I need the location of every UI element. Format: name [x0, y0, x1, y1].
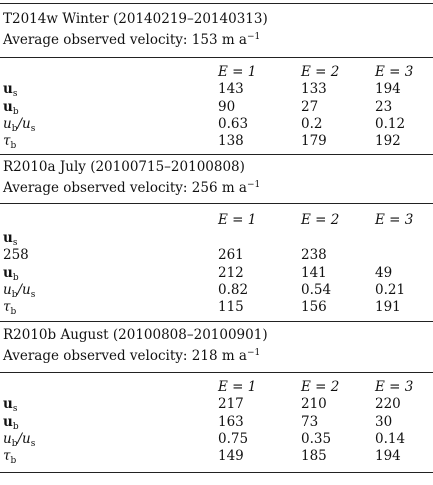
row-label: $u_b/u_s$ [3, 431, 36, 449]
table-cell: 163 [218, 414, 244, 430]
table-cell: 0.63 [218, 116, 249, 132]
table-cell: 192 [375, 133, 401, 149]
column-header: E = 2 [301, 64, 340, 80]
row-label: 258 [3, 247, 29, 263]
table-cell: 49 [375, 265, 393, 281]
table-cell: 0.35 [301, 431, 332, 447]
table-cell: 156 [301, 299, 327, 315]
column-header: E = 3 [375, 212, 414, 228]
column-header: E = 1 [218, 379, 257, 395]
column-header: E = 2 [301, 212, 340, 228]
table-bottom-rule [0, 472, 433, 473]
table-cell: 191 [375, 299, 401, 315]
column-header: E = 1 [218, 212, 257, 228]
table-cell: 115 [218, 299, 244, 315]
row-label: $u_s$ [3, 230, 18, 248]
table-cell: 210 [301, 396, 327, 412]
table-cell: 143 [218, 81, 244, 97]
table-cell: 141 [301, 265, 327, 281]
section-rule [0, 203, 433, 204]
table-cell: 220 [375, 396, 401, 412]
table-cell: 261 [218, 247, 244, 263]
column-header: E = 2 [301, 379, 340, 395]
table-cell: 30 [375, 414, 393, 430]
table-cell: 149 [218, 448, 244, 464]
table-cell: 0.75 [218, 431, 249, 447]
table-cell: 0.2 [301, 116, 323, 132]
row-label: $u_b/u_s$ [3, 116, 36, 134]
column-header: E = 3 [375, 379, 414, 395]
section-subtitle: Average observed velocity: 256 m $a^{-1}$ [3, 180, 261, 196]
row-label: $\tau_b$ [3, 133, 17, 151]
table-cell: 23 [375, 99, 393, 115]
table-cell: 90 [218, 99, 236, 115]
table-top-rule [0, 3, 433, 4]
table-cell: 194 [375, 81, 401, 97]
table-cell: 138 [218, 133, 244, 149]
table-cell: 212 [218, 265, 244, 281]
table-cell: 27 [301, 99, 319, 115]
row-label: $u_s$ [3, 396, 18, 414]
section-rule [0, 372, 433, 373]
row-label: $u_b/u_s$ [3, 282, 36, 300]
row-label: $u_b$ [3, 414, 19, 432]
section-subtitle: Average observed velocity: 153 m $a^{-1}$ [3, 32, 261, 48]
table-cell: 73 [301, 414, 319, 430]
column-header: E = 1 [218, 64, 257, 80]
row-label: $u_b$ [3, 99, 19, 117]
table-cell: 0.54 [301, 282, 332, 298]
table-cell: 0.21 [375, 282, 406, 298]
table-cell: 0.82 [218, 282, 249, 298]
table-cell: 217 [218, 396, 244, 412]
section-rule [0, 57, 433, 58]
section-rule [0, 321, 433, 322]
table-cell: 194 [375, 448, 401, 464]
table-cell: 0.12 [375, 116, 406, 132]
row-label: $\tau_b$ [3, 299, 17, 317]
section-rule [0, 154, 433, 155]
column-header: E = 3 [375, 64, 414, 80]
section-title: R2010b August (20100808–20100901) [3, 327, 268, 343]
table-cell: 238 [301, 247, 327, 263]
table-cell: 0.14 [375, 431, 406, 447]
row-label: $\tau_b$ [3, 448, 17, 466]
section-subtitle: Average observed velocity: 218 m $a^{-1}$ [3, 348, 261, 364]
table-cell: 133 [301, 81, 327, 97]
table-cell: 185 [301, 448, 327, 464]
section-title: T2014w Winter (20140219–20140313) [3, 11, 268, 27]
section-title: R2010a July (20100715–20100808) [3, 159, 245, 175]
row-label: $u_s$ [3, 81, 18, 99]
table-cell: 179 [301, 133, 327, 149]
row-label: $u_b$ [3, 265, 19, 283]
